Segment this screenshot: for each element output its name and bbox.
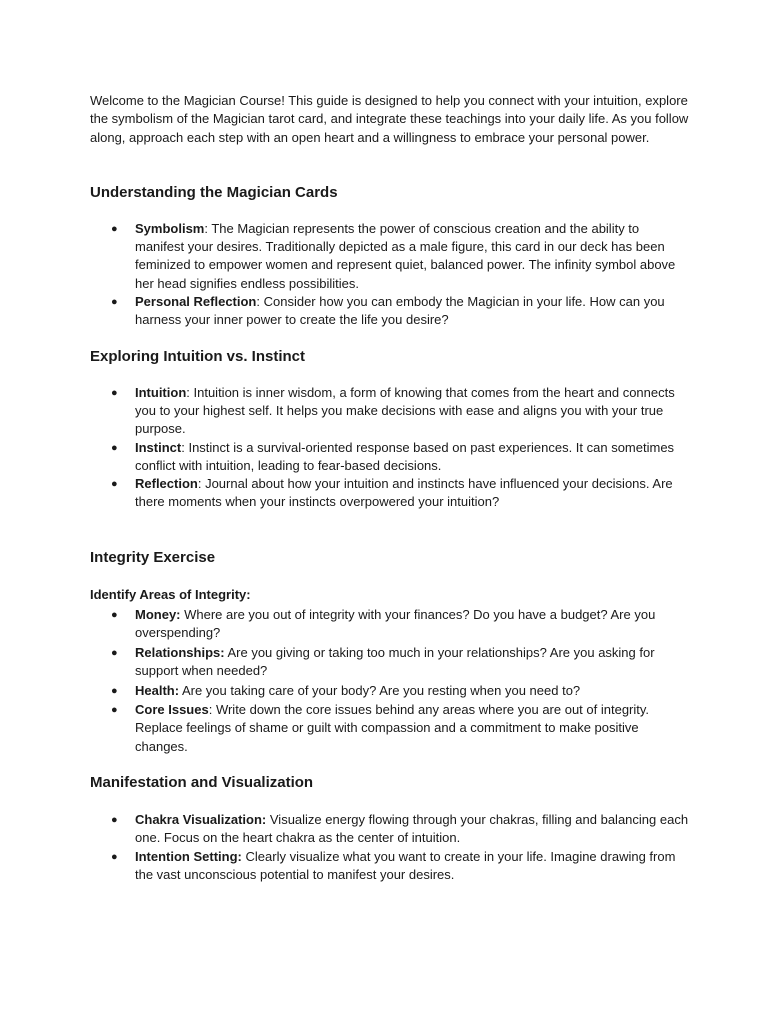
section-list-understanding xyxy=(90,220,690,330)
list-item xyxy=(90,293,690,330)
bullet-icon: ● xyxy=(111,646,118,659)
item-term: Instinct xyxy=(135,439,182,455)
item-term: Intention Setting: xyxy=(135,848,242,864)
section-heading-understanding: Understanding the Magician Cards xyxy=(90,183,338,201)
list-item xyxy=(90,701,690,756)
bullet-icon: ● xyxy=(111,684,118,697)
item-sep: : xyxy=(197,476,206,492)
bullet-icon: ● xyxy=(111,850,118,863)
item-text: Consider how you can embody the Magician in your life. How can you harness your inner power to create the life you desire? xyxy=(135,294,665,328)
section-list-integrity xyxy=(90,606,690,756)
list-item xyxy=(90,644,690,681)
intro-paragraph: Welcome to the Magician Course! This guide is designed to help you connect with your intuition, explore the symbolism of the Magician tarot card, and integrate these teachings into your daily life. As you follow along, approach each step with an open heart and a willingness to embrace your personal power. xyxy=(90,93,689,145)
item-sep: : xyxy=(256,294,264,310)
bullet-icon: ● xyxy=(111,441,118,454)
bullet-icon: ● xyxy=(111,609,118,622)
bullet-icon: ● xyxy=(111,222,118,235)
item-sep: : xyxy=(208,702,216,718)
bullet-icon: ● xyxy=(111,813,118,826)
item-sep: : xyxy=(204,220,212,236)
item-term: Intuition xyxy=(135,384,187,400)
item-text: Intuition is inner wisdom, a form of knowing that comes from the heart and connects you to your highest self. It helps you make decisions with ease and aligns you with your true purpose. xyxy=(135,384,675,437)
section-heading-integrity: Integrity Exercise xyxy=(90,548,216,566)
bullet-icon: ● xyxy=(111,386,118,399)
item-sep: : xyxy=(186,384,194,400)
bullet-icon: ● xyxy=(111,704,118,717)
item-text: Visualize energy flowing through your chakras, filling and balancing each one. Focus on the heart chakra as the center of intuition. xyxy=(135,811,689,846)
item-term: Personal Reflection xyxy=(135,294,257,310)
item-text: Journal about how your intuition and instincts have influenced your decisions. Are there moments when your instincts overpowered your intuition? xyxy=(135,476,673,510)
item-text: The Magician represents the power of conscious creation and the ability to manifest your desires. Traditionally depicted as a male figure, this card in our deck has been feminized to empower women and represent quiet, balanced power. The infinity symbol above her head signifies endless possibilities. xyxy=(135,220,676,291)
item-term: Relationships: xyxy=(135,644,225,660)
item-text: Are you taking care of your body? Are you resting when you need to? xyxy=(181,682,581,698)
list-item xyxy=(90,475,690,512)
list-item xyxy=(90,682,690,700)
list-item xyxy=(90,220,690,293)
item-text: Clearly visualize what you want to create in your life. Imagine drawing from the vast unconscious potential to manifest your desires. xyxy=(135,848,676,882)
section-list-manifestation xyxy=(90,811,690,884)
item-text: Write down the core issues behind any areas where you are out of integrity. Replace feelings of shame or guilt with compassion and a commitment to make positive changes. xyxy=(135,702,650,754)
bullet-icon: ● xyxy=(111,296,118,309)
list-item xyxy=(90,811,690,848)
section-heading-intuition: Exploring Intuition vs. Instinct xyxy=(90,347,306,365)
item-term: Symbolism xyxy=(135,220,205,236)
bullet-icon: ● xyxy=(111,478,118,491)
item-term: Money: xyxy=(135,607,181,623)
section-list-intuition xyxy=(90,384,690,512)
section-heading-manifestation: Manifestation and Visualization xyxy=(90,773,314,791)
item-term: Core Issues xyxy=(135,702,209,718)
item-term: Chakra Visualization: xyxy=(135,811,267,827)
document-page xyxy=(90,92,690,884)
list-item xyxy=(90,384,690,439)
item-sep: : xyxy=(181,439,189,455)
item-term: Health: xyxy=(135,682,180,698)
item-text: Where are you out of integrity with your finances? Do you have a budget? Are you overspending? xyxy=(135,607,656,641)
list-item xyxy=(90,848,690,885)
item-term: Reflection xyxy=(135,476,198,492)
list-item xyxy=(90,606,690,643)
item-text: Instinct is a survival-oriented response based on past experiences. It can sometimes conflict with intuition, leading to fear-based decisions. xyxy=(135,439,675,473)
item-text: Are you giving or taking too much in your relationships? Are you asking for support when needed? xyxy=(135,644,655,679)
list-item xyxy=(90,439,690,476)
subheading-identify-areas: Identify Areas of Integrity: xyxy=(90,586,251,602)
